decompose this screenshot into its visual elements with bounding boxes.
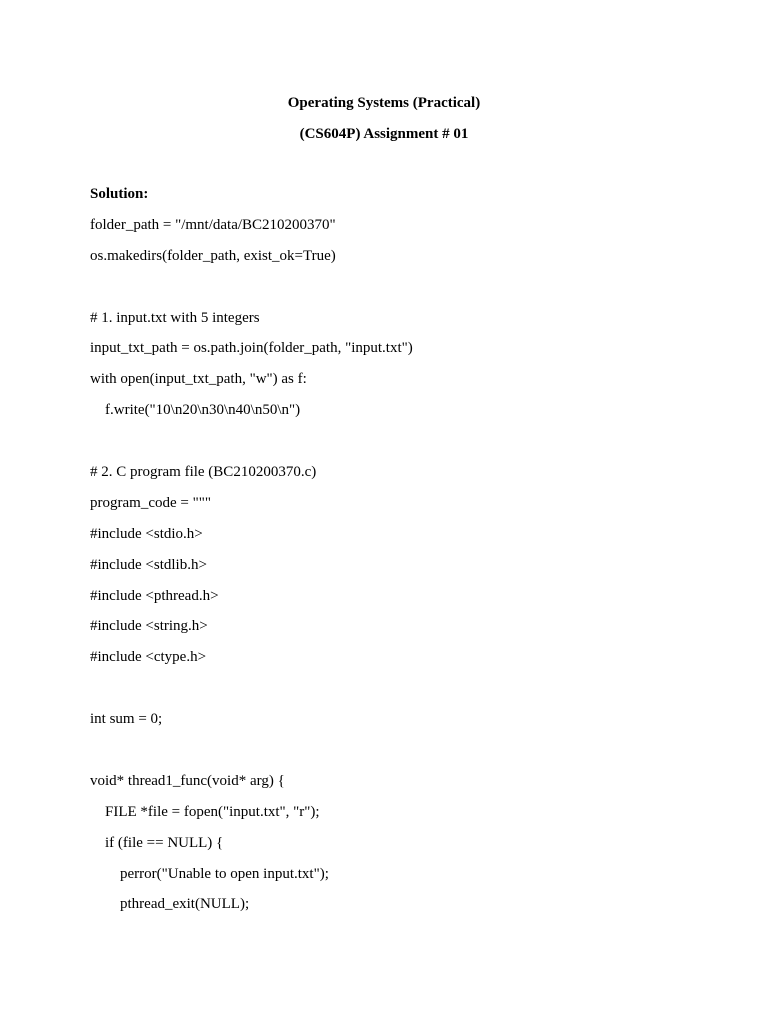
code-line: #include <stdio.h> bbox=[90, 525, 203, 542]
blank-line bbox=[90, 431, 730, 462]
code-line: #include <pthread.h> bbox=[90, 587, 219, 604]
code-line: #include <ctype.h> bbox=[90, 649, 207, 666]
blank-line bbox=[90, 277, 730, 308]
document-subtitle: (CS604P) Assignment # 01 bbox=[299, 126, 469, 142]
code-line: pthread_exit(NULL); bbox=[120, 896, 250, 913]
code-comment: # 1. input.txt with 5 integers bbox=[90, 309, 260, 326]
code-line: with open(input_txt_path, "w") as f: bbox=[90, 371, 307, 388]
code-line: #include <stdlib.h> bbox=[90, 556, 207, 573]
code-line: void* thread1_func(void* arg) { bbox=[90, 772, 285, 789]
code-line: program_code = """ bbox=[90, 494, 211, 511]
code-line: if (file == NULL) { bbox=[105, 834, 224, 851]
solution-heading: Solution: bbox=[90, 186, 149, 202]
code-line: #include <string.h> bbox=[90, 618, 208, 635]
code-line: perror("Unable to open input.txt"); bbox=[120, 865, 329, 882]
code-line: int sum = 0; bbox=[90, 711, 163, 728]
document-body bbox=[90, 184, 730, 925]
code-line: f.write("10\n20\n30\n40\n50\n") bbox=[105, 402, 301, 419]
code-comment: # 2. C program file (BC210200370.c) bbox=[90, 464, 317, 481]
code-line: input_txt_path = os.path.join(folder_path, "input.txt") bbox=[90, 340, 413, 357]
document-title: Operating Systems (Practical) bbox=[287, 95, 481, 111]
blank-line bbox=[90, 678, 730, 709]
code-line: folder_path = "/mnt/data/BC210200370" bbox=[90, 216, 336, 233]
code-line: os.makedirs(folder_path, exist_ok=True) bbox=[90, 247, 336, 264]
code-line: FILE *file = fopen("input.txt", "r"); bbox=[105, 803, 320, 820]
blank-line bbox=[90, 740, 730, 771]
